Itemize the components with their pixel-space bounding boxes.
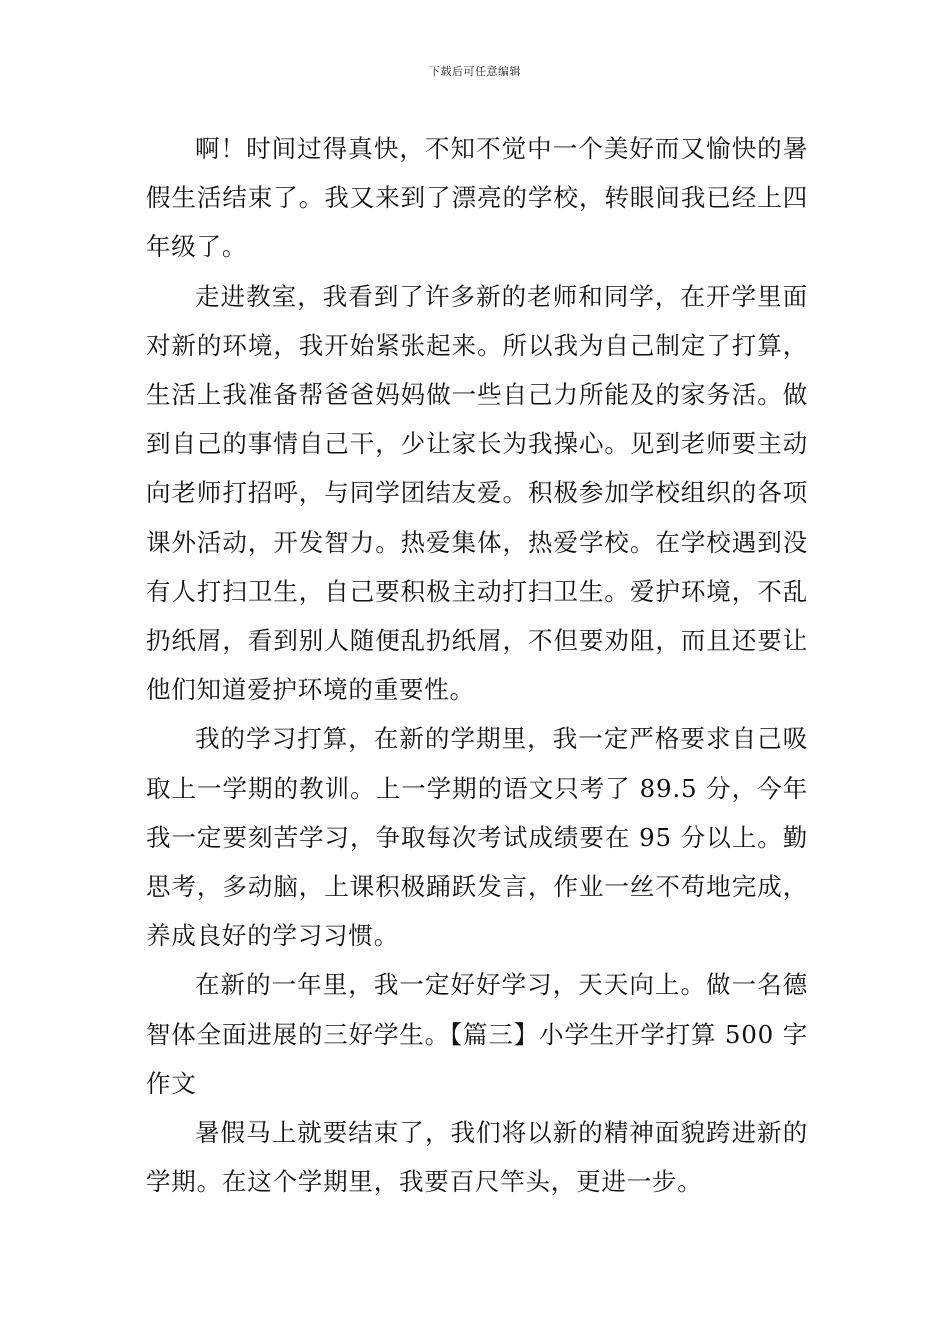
- paragraph: 我的学习打算，在新的学期里，我一定严格要求自己吸取上一学期的教训。上一学期的语文只考了 89.5 分，今年我一定要刻苦学习，争取每次考试成绩要在 95 分以上。勤思考，多动脑，上课积极踊跃发言，作业一丝不苟地完成，养成良好的学习习惯。: [146, 724, 808, 951]
- page-header: 下载后可任意编辑: [429, 65, 521, 78]
- document-body: [146, 124, 808, 1206]
- paragraph: 暑假马上就要结束了，我们将以新的精神面貌跨进新的学期。在这个学期里，我要百尺竿头，更进一步。: [146, 1118, 808, 1197]
- paragraph: 走进教室，我看到了许多新的老师和同学，在开学里面对新的环境，我开始紧张起来。所以我为自己制定了打算，生活上我准备帮爸爸妈妈做一些自己力所能及的家务活。做到自己的事情自己干，少让家长为我操心。见到老师要主动向老师打招呼，与同学团结友爱。积极参加学校组织的各项课外活动，开发智力。热爱集体，热爱学校。在学校遇到没有人打扫卫生，自己要积极主动打扫卫生。爱护环境，不乱扔纸屑，看到别人随便乱扔纸屑，不但要劝阻，而且还要让他们知道爱护环境的重要性。: [146, 281, 808, 705]
- paragraph: 啊！时间过得真快，不知不觉中一个美好而又愉快的暑假生活结束了。我又来到了漂亮的学校，转眼间我已经上四年级了。: [146, 134, 808, 262]
- paragraph: 在新的一年里，我一定好好学习，天天向上。做一名德智体全面进展的三好学生。【篇三】小学生开学打算 500 字作文: [146, 970, 808, 1098]
